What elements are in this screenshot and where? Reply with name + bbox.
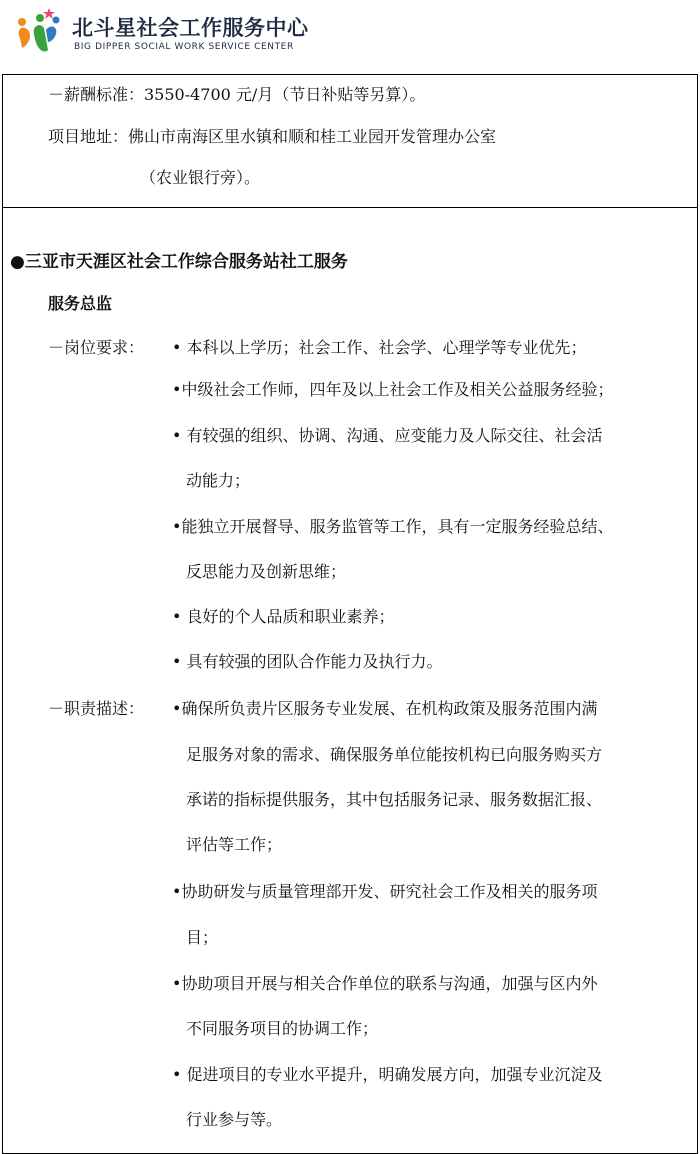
req-line: 动能力； — [186, 471, 251, 490]
address-line-continued: （农业银行旁）。 — [140, 168, 261, 187]
org-name-en: BIG DIPPER SOCIAL WORK SERVICE CENTER — [74, 42, 294, 52]
duty-line: 不同服务项目的协调工作； — [186, 1019, 379, 1038]
req-line: •中级社会工作师，四年及以上社会工作及相关公益服务经验； — [172, 380, 614, 399]
position-title: 服务总监 — [48, 294, 113, 313]
section-title: ●三亚市天涯区社会工作综合服务站社工服务 — [10, 252, 348, 272]
req-line: • 具有较强的团队合作能力及执行力。 — [172, 652, 443, 671]
duty-line: 评估等工作； — [186, 835, 283, 854]
duty-line: •协助研发与质量管理部开发、研究社会工作及相关的服务项 — [172, 882, 598, 901]
duty-line: 行业参与等。 — [186, 1110, 283, 1129]
duty-line: 足服务对象的需求、确保服务单位能按机构已向服务购买方 — [186, 745, 603, 764]
req-line: • 良好的个人品质和职业素养； — [172, 607, 395, 626]
req-line: •能独立开展督导、服务监管等工作，具有一定服务经验总结、 — [172, 517, 614, 536]
logo-icon — [14, 8, 66, 58]
requirements-label: －岗位要求： — [48, 338, 145, 357]
address-line: 项目地址：佛山市南海区里水镇和顺和桂工业园开发管理办公室 — [48, 127, 497, 146]
org-name-cn: 北斗星社会工作服务中心 — [72, 16, 309, 40]
req-line: • 有较强的组织、协调、沟通、应变能力及人际交往、社会活 — [172, 426, 603, 445]
req-line: • 本科以上学历；社会工作、社会学、心理学等专业优先； — [172, 338, 587, 357]
salary-line: －薪酬标准：3550-4700 元/月（节日补贴等另算）。 — [48, 85, 426, 104]
duty-line: 承诺的指标提供服务，其中包括服务记录、服务数据汇报、 — [186, 790, 603, 809]
req-line: 反思能力及创新思维； — [186, 562, 347, 581]
duty-line: •协助项目开展与相关合作单位的联系与沟通，加强与区内外 — [172, 974, 598, 993]
duties-label: －职责描述： — [48, 699, 145, 718]
header — [0, 0, 700, 64]
duty-line: • 促进项目的专业水平提升，明确发展方向，加强专业沉淀及 — [172, 1065, 603, 1084]
duty-line: 目； — [186, 928, 219, 947]
duty-line: •确保所负责片区服务专业发展、在机构政策及服务范围内满 — [172, 699, 598, 718]
